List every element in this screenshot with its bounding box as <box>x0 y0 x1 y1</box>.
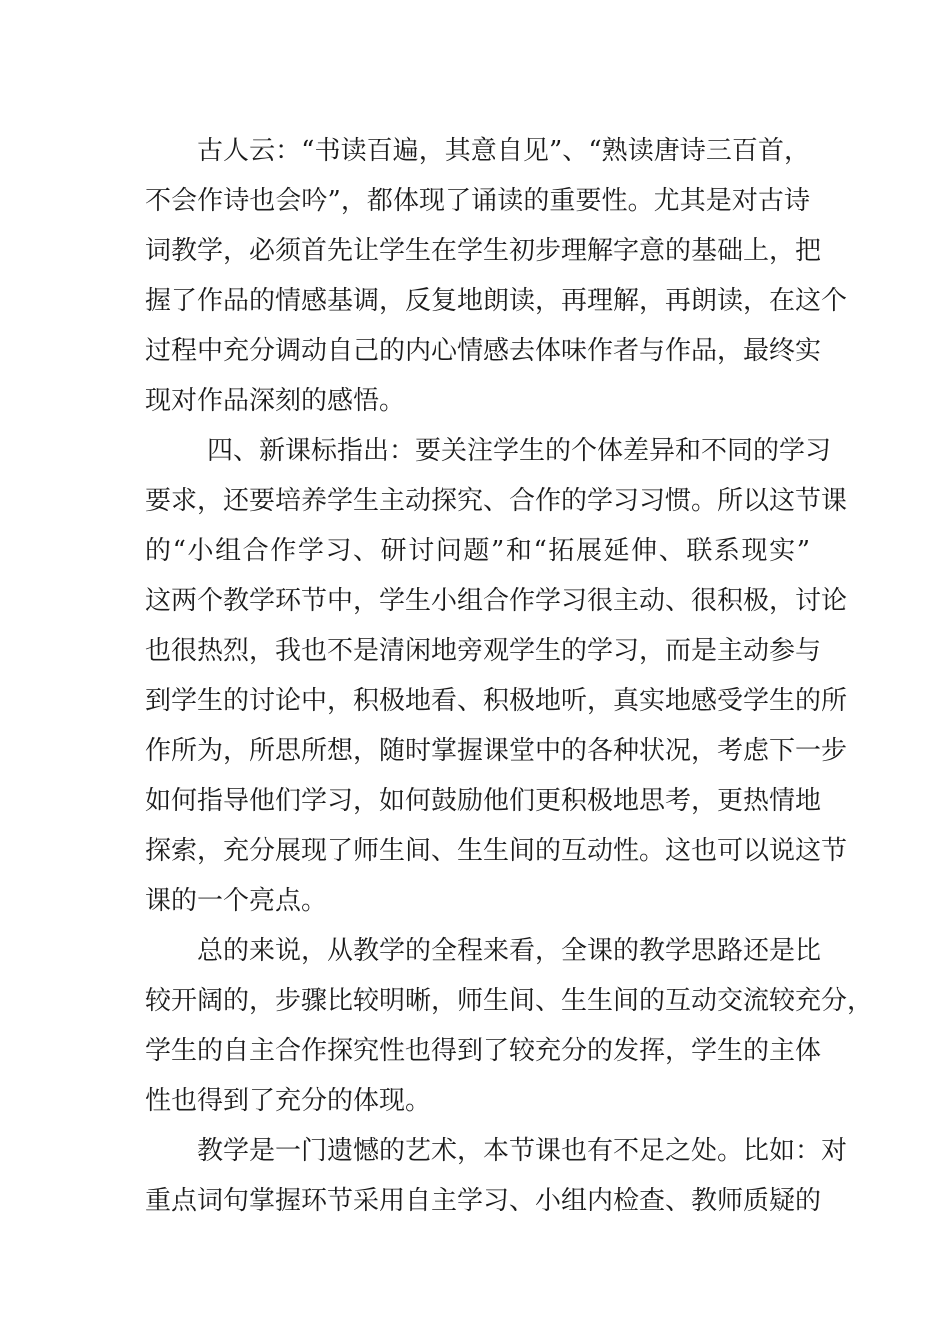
paragraph-line: 学生的自主合作探究性也得到了较充分的发挥，学生的主体 <box>145 1036 822 1066</box>
paragraph-line: 性也得到了充分的体现。 <box>145 1086 432 1116</box>
paragraph-line: 探索，充分展现了师生间、生生间的互动性。这也可以说这节 <box>145 836 848 866</box>
paragraph-line: 如何指导他们学习，如何鼓励他们更积极地思考，更热情地 <box>145 786 822 816</box>
paragraph-line: 教学是一门遗憾的艺术，本节课也有不足之处。比如：对 <box>197 1136 848 1166</box>
paragraph-line: 总的来说，从教学的全程来看，全课的教学思路还是比 <box>197 936 822 966</box>
paragraph-line: 握了作品的情感基调，反复地朗读，再理解，再朗读，在这个 <box>145 286 848 316</box>
document-body <box>145 126 874 1226</box>
paragraph-2 <box>145 426 848 926</box>
paragraph-line: 现对作品深刻的感悟。 <box>145 386 406 416</box>
paragraph-line: 到学生的讨论中，积极地看、积极地听，真实地感受学生的所 <box>145 686 848 716</box>
paragraph-line: 要求，还要培养学生主动探究、合作的学习习惯。所以这节课 <box>145 486 848 516</box>
paragraph-line: 这两个教学环节中，学生小组合作学习很主动、很积极，讨论 <box>145 586 848 616</box>
paragraph-line: 词教学，必须首先让学生在学生初步理解字意的基础上，把 <box>145 236 822 266</box>
paragraph-line: 也很热烈，我也不是清闲地旁观学生的学习，而是主动参与 <box>145 636 822 666</box>
paragraph-4 <box>145 1126 848 1226</box>
paragraph-3 <box>145 926 874 1126</box>
paragraph-line: 不会作诗也会吟”，都体现了诵读的重要性。尤其是对古诗 <box>145 186 810 216</box>
paragraph-line: 课的一个亮点。 <box>145 886 328 916</box>
paragraph-line: 的“小组合作学习、研讨问题”和“拓展延伸、联系现实” <box>145 536 810 566</box>
paragraph-line: 四、新课标指出：要关注学生的个体差异和不同的学习 <box>207 436 832 466</box>
paragraph-line: 重点词句掌握环节采用自主学习、小组内检查、教师质疑的 <box>145 1186 822 1216</box>
paragraph-1 <box>145 126 848 426</box>
paragraph-line: 作所为，所思所想，随时掌握课堂中的各种状况，考虑下一步 <box>145 736 848 766</box>
paragraph-line: 过程中充分调动自己的内心情感去体味作者与作品，最终实 <box>145 336 822 366</box>
paragraph-line: 古人云：“书读百遍，其意自见”、“熟读唐诗三百首， <box>197 136 810 166</box>
paragraph-line: 较开阔的，步骤比较明晰，师生间、生生间的互动交流较充分， <box>145 986 874 1016</box>
